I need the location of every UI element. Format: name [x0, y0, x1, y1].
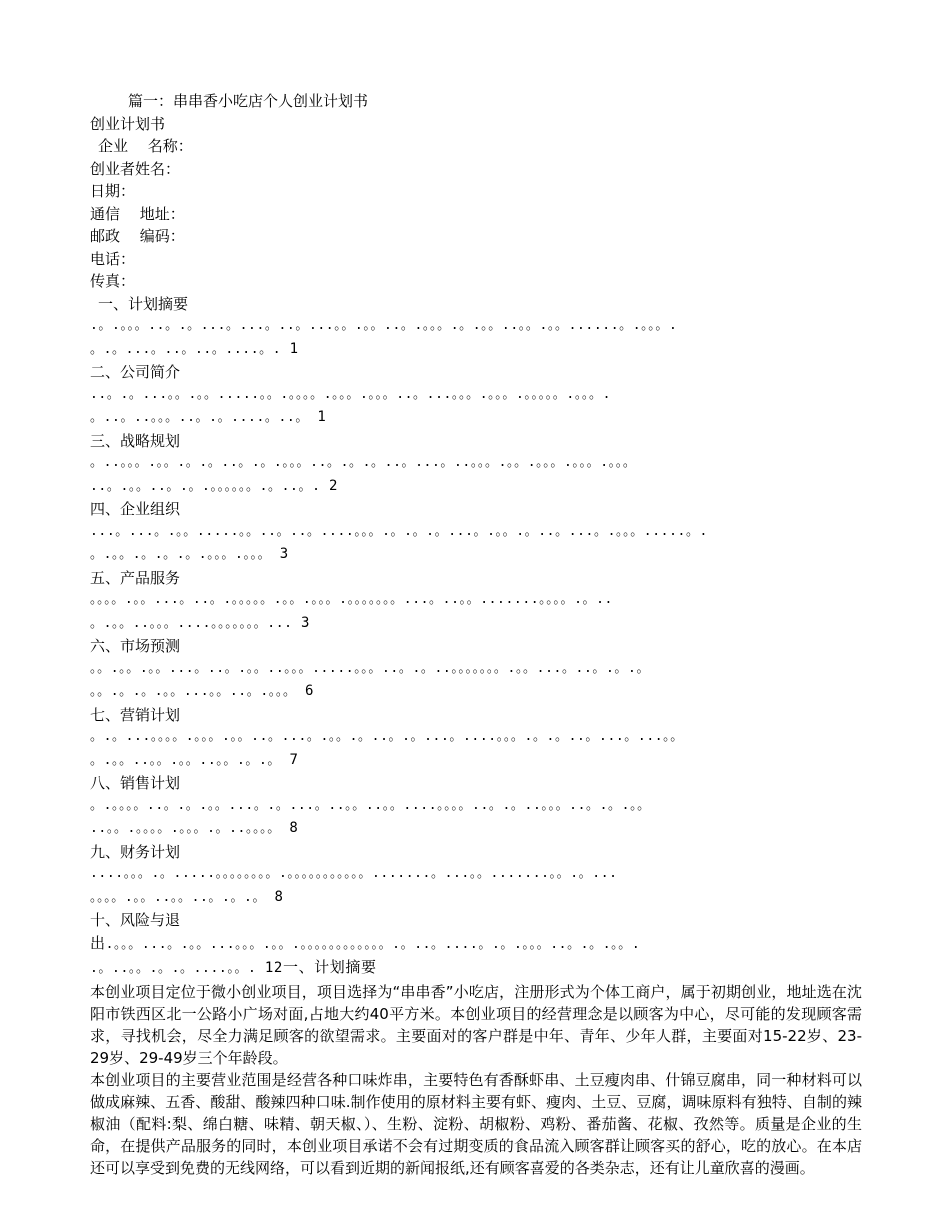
toc-leader: ..。.。。..。.。.。。。。。。.。..。. — [90, 478, 321, 494]
field-founder-name: 创业者姓名： — [90, 159, 181, 178]
toc-leader: 。.。...。。。。.。。。.。。..。...。.。。.。..。.。...。....。。。.。.。..。...。...。。 — [90, 729, 684, 744]
toc-page-number: 8 — [289, 820, 299, 836]
table-of-contents — [90, 293, 862, 981]
toc-entry — [90, 361, 862, 430]
toc-leader: 。.。。..。。。....。。。。。。。... — [90, 615, 293, 631]
toc-entry — [90, 293, 862, 362]
toc-leader-end — [90, 475, 862, 499]
toc-heading: 八、销售计划 — [90, 774, 181, 792]
toc-leader: ...。...。.。。.....。。..。..。....。。。.。.。.。...。.。。.。..。...。.。。。.....。. — [90, 523, 708, 539]
toc-leader-dots: .。。。...。.。。...。。。.。。.。。。。。。。。。。。。.。..。....。.。.。。。..。.。.。。. — [105, 936, 641, 952]
toc-entry — [90, 772, 862, 841]
field-fax: 传真： — [90, 272, 136, 290]
toc-entry — [90, 430, 862, 499]
toc-leader-end — [90, 338, 862, 362]
toc-leader: 。..。..。。。..。.。....。..。 — [90, 410, 309, 425]
field-company-name: 企业 名称： — [98, 137, 193, 155]
toc-entry — [90, 498, 862, 567]
toc-leader: ....。。。.。.....。。。。。。。。.。。。。。。。。。。。.......。...。。.......。。.。... — [90, 866, 618, 881]
toc-entry — [90, 841, 862, 910]
field-postcode: 邮政 编码： — [90, 227, 185, 245]
toc-page-number: 2 — [328, 477, 338, 494]
toc-page-number: 8 — [274, 888, 284, 905]
field-date: 日期： — [90, 182, 136, 200]
document-page — [90, 90, 862, 1179]
toc-page-number: 1 — [317, 409, 327, 425]
document-title: 篇一：串串香小吃店个人创业计划书 — [128, 92, 369, 110]
toc-leader: 。.。。。。..。.。.。。...。.。...。..。。..。。....。。。。..。.。..。。。..。.。.。。 — [90, 797, 651, 813]
toc-leader-end — [90, 817, 862, 841]
toc-heading: 七、营销计划 — [90, 705, 181, 724]
toc-leader: 。。。。.。。..。。..。.。.。 — [90, 889, 267, 905]
toc-leader: 。.。。..。。.。。..。。.。.。 — [90, 752, 282, 768]
body-paragraph: 本创业项目的主要营业范围是经营各种口味炸串，主要特色有香酥虾串、土豆瘦肉串、什锦豆腐串，同一种材料可以做成麻辣、五香、酸甜、酸辣四种口味.制作使用的原材料主要有虾、瘦肉、土豆、豆腐，调味原料有独特、自制的辣椒油（配料:梨、绵白糖、味精、朝天椒、）、生粉、淀粉、胡椒粉、鸡粉、番茄酱、花椒、孜然等。质量是企业的生命，在提供产品服务的同时，本创业项目承诺不会有过期变质的食品流入顾客群让顾客买的舒心，吃的放心。在本店还可以享受到免费的无线网络，可以看到近期的新闻报纸,还有顾客喜爱的各类杂志，还有让儿童欣喜的漫画。 — [90, 1070, 862, 1177]
toc-heading: 二、公司简介 — [90, 363, 181, 381]
toc-entry — [90, 567, 862, 636]
toc-heading: 四、企业组织 — [90, 500, 181, 518]
toc-page-number: 7 — [289, 751, 299, 768]
toc-leader: 。。.。.。.。。...。。..。.。。。 — [90, 684, 297, 699]
toc-heading: 十、风险与退 — [90, 911, 181, 929]
toc-leader: 。.。。.。.。.。.。。。.。。。 — [90, 547, 272, 562]
section-heading-summary: 一、计划摘要 — [282, 958, 377, 976]
cover-title: 创业计划书 — [90, 114, 166, 133]
toc-leader: 。。。。.。。...。..。.。。。。。.。。.。。。.。。。。。。。...。..。。.......。。。。.。.. — [90, 592, 613, 607]
toc-page-number: 12 — [264, 960, 283, 976]
toc-leader: 。.。...。..。..。....。. — [90, 341, 282, 357]
toc-leader-end — [90, 956, 862, 981]
toc-heading: 三、战略规划 — [90, 431, 181, 450]
body-paragraph: 本创业项目定位于微小创业项目，项目选择为“串串香”小吃店，注册形式为个体工商户，属于初期创业，地址选在沈阳市铁西区北一公路小广场对面,占地大约40平方米。本创业项目的经营理念是以顾客为中心，尽可能的发现顾客需求，寻找机会，尽全力满足顾客的欲望需求。主要面对的客户群是中年、青年、少年人群，主要面对15-22岁、23-29岁、29-49岁三个年龄段。 — [90, 982, 862, 1067]
toc-leader: 。。.。。.。。...。..。.。。..。。。.....。。。..。.。..。。。。。。。.。。...。..。.。.。 — [90, 660, 651, 676]
toc-heading: 一、计划摘要 — [98, 294, 189, 313]
toc-leader: ..。.。...。。.。。.....。。.。。。。.。。。.。。。..。...。。。.。。。.。。。。。.。。。. — [90, 386, 612, 402]
toc-page-number: 3 — [301, 614, 311, 631]
toc-leader: 。..。。。.。。.。.。..。.。.。。。..。.。.。..。...。..。。。.。。.。。。.。。。.。。。 — [90, 455, 637, 470]
toc-leader-end — [90, 749, 862, 773]
toc-leader: .。.。。。..。.。...。...。..。...。。.。。..。.。。。.。.。。..。。.。。......。.。。。. — [90, 318, 678, 333]
field-phone: 电话： — [90, 249, 136, 268]
toc-leader-end — [90, 543, 862, 567]
field-address: 通信 地址： — [90, 204, 185, 223]
toc-leader: .。..。。.。.。....。。. — [90, 961, 257, 976]
toc-heading: 九、财务计划 — [90, 842, 181, 861]
toc-leader — [90, 932, 862, 957]
toc-heading: 六、市场预测 — [90, 637, 181, 655]
toc-leader-end — [90, 612, 862, 636]
toc-heading: 五、产品服务 — [90, 568, 181, 587]
toc-entry — [90, 635, 862, 704]
toc-page-number: 1 — [289, 340, 299, 357]
toc-leader-end — [90, 680, 862, 704]
toc-entry — [90, 704, 862, 773]
toc-page-number: 6 — [304, 683, 315, 699]
toc-entry — [90, 909, 862, 981]
toc-leader-end — [90, 886, 862, 910]
toc-page-number: 3 — [279, 546, 289, 562]
toc-heading-continuation: 出 — [90, 933, 106, 952]
toc-leader-end — [90, 406, 862, 430]
toc-leader: ..。。.。。。。.。。。.。..。。。。 — [90, 821, 281, 836]
